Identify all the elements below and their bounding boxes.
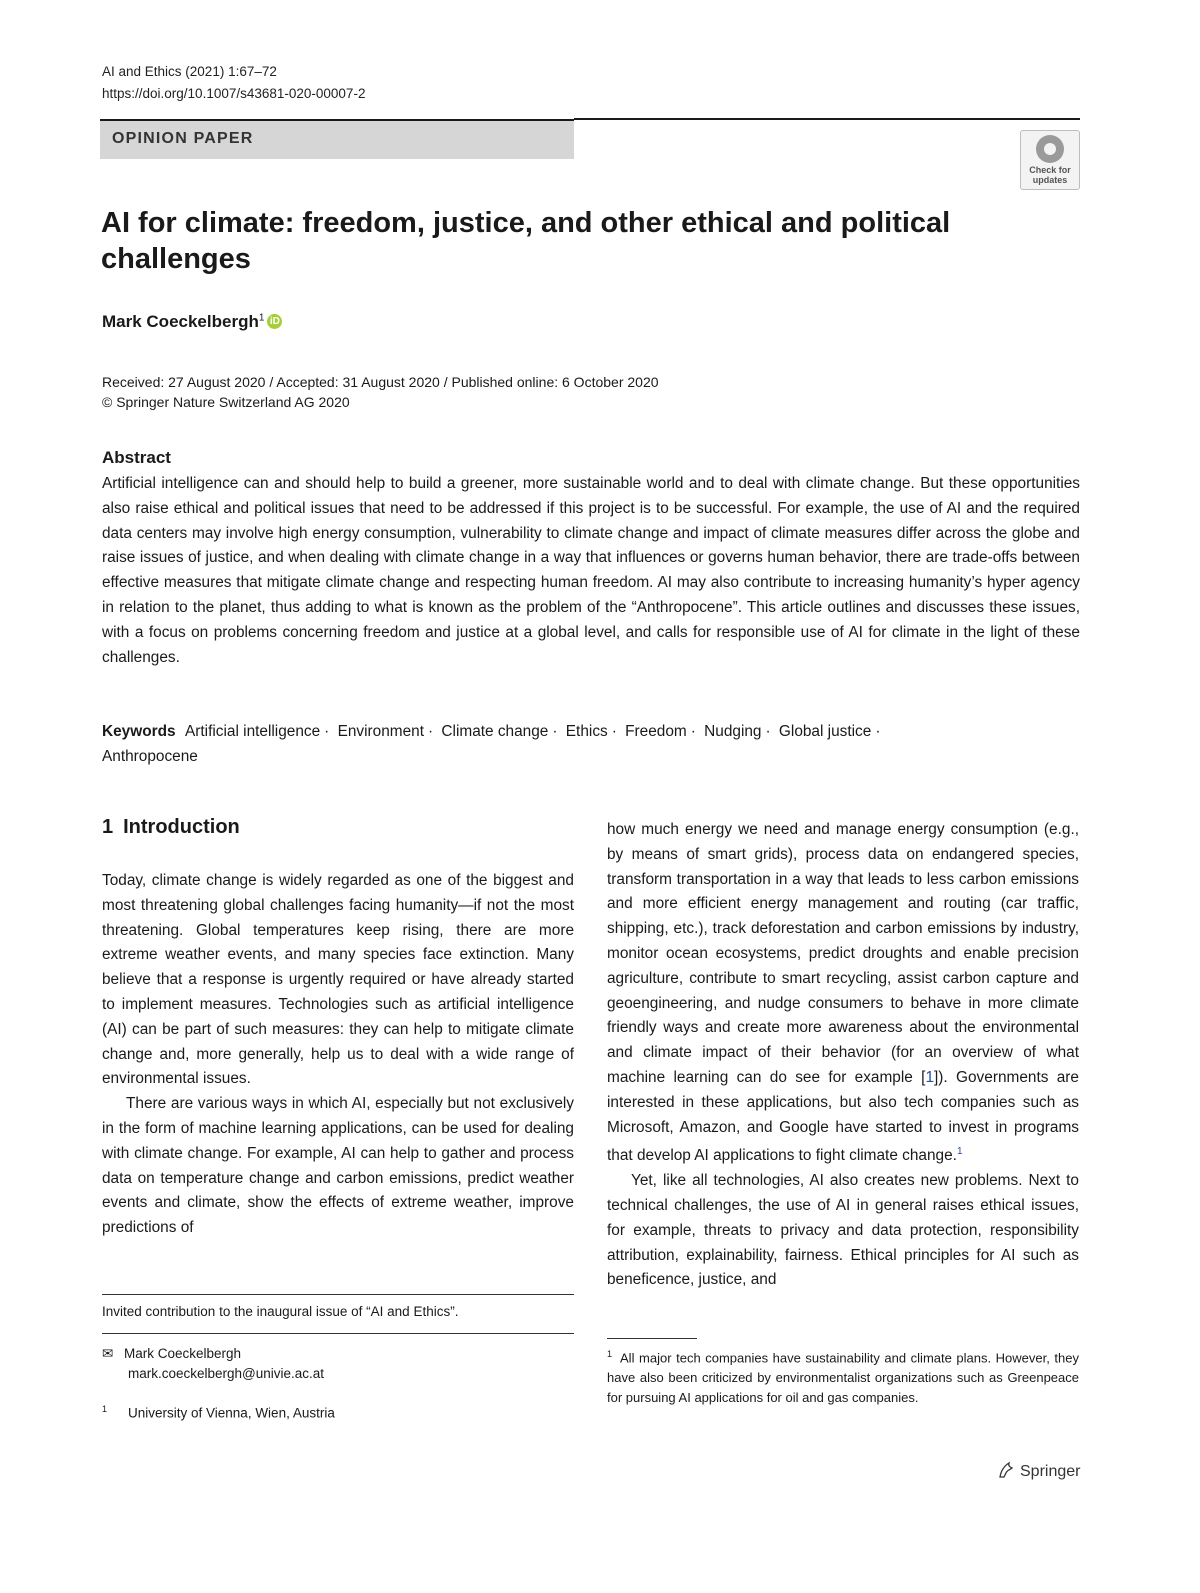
copyright-line: © Springer Nature Switzerland AG 2020 [102,394,350,410]
paragraph: Yet, like all technologies, AI also creates new problems. Next to technical challenges, the use of AI in general raises ethical issues, for example, threats to privacy and data protection, responsibility attribution, explainability, fairness. Ethical principles for AI such as beneficence, justice, and [607,1172,1079,1289]
paragraph: how much energy we need and manage energy consumption (e.g., by means of smart grids), process data on endangered species, transform transportation in a way that leads to less carbon emissions and more efficient energy management and routing (car traffic, shipping, etc.), track deforestation and carbon emissions by industry, monitor ocean ecosystems, predict droughts and enable precision agriculture, contribute to smart recycling, assist carbon capture and geoengineering, and nudge consumers to behave in more climate friendly ways and create more awareness about the environmental and climate impact of their behavior (for an overview of what machine learning can do see for example [1]). Governments are interested in these applications, but also tech companies such as Microsoft, Amazon, and Google have started to invest in programs that develop AI applications to fight climate change.$^1$ [607,821,1079,1165]
envelope-icon: ✉ [102,1346,114,1361]
paragraph: Today, climate change is widely regarded as one of the biggest and most threatening global challenges facing humanity—if not the most threatening. Global temperatures keep rising, there are more extreme weather events, and many species face extinction. Many believe that a response is urgently required or have already started to implement measures. Technologies such as artificial intelligence (AI) can be part of such measures: they can help to mitigate climate change and, more generally, help us to deal with a wide range of environmental issues. [102,872,574,1088]
footnote-1 [607,1344,1079,1408]
footnote-rule [102,1333,574,1334]
footnote-rule [607,1338,697,1339]
paragraph: There are various ways in which AI, especially but not exclusively in the form of machine learning applications, can be used for dealing with climate change. For example, AI can help to gather and process data on temperature change and carbon emissions, predict weather events and climate, show the effects of extreme weather, improve predictions of [102,1095,574,1237]
orcid-icon[interactable]: iD [267,314,282,329]
corr-email[interactable]: mark.coeckelbergh@univie.ac.at [128,1366,325,1381]
keywords-label: Keywords [102,723,176,740]
keyword: Ethics [565,723,608,740]
article-type-label: OPINION PAPER [112,130,254,147]
section-number: 1 [102,816,114,838]
keyword: Anthropocene [102,747,198,765]
author-affil-marker: 1 [258,312,265,324]
crossmark-icon [1036,135,1064,163]
springer-horse-icon [996,1460,1016,1480]
footnote-ref[interactable]: 1 [956,1146,963,1158]
journal-line: AI and Ethics (2021) 1:67–72 [102,64,277,79]
keyword: Environment [337,723,424,740]
abstract-text: Artificial intelligence can and should help to build a greener, more sustainable world and to deal with climate change. But these opportunities also raise ethical and political issues that need to be addressed if this project is to be successful. For example, the use of AI and the required data centers may involve high energy consumption, vulnerability to climate change and impact of climate measures differ across the globe and raise issues of justice, and when dealing with climate change in a way that influences or governs human behavior, there are trade-offs between effective measures that mitigate climate change and respecting human freedom. AI may also contribute to increasing humanity’s hyper agency in relation to the planet, thus adding to what is known as the problem of the “Anthropocene”. This article outlines and discusses these issues, with a focus on problems concerning freedom and justice at a global level, and calls for responsible use of AI for climate in the light of these challenges. [102,475,1080,666]
invited-note: Invited contribution to the inaugural issue of “AI and Ethics”. [102,1304,459,1319]
footnote-rule [102,1294,574,1295]
affiliation [102,1404,335,1421]
corr-name: Mark Coeckelbergh [124,1346,242,1361]
article-type-bar [100,119,574,159]
footnote-text: All major tech companies have sustainability and climate plans. However, they have also been criticized by environmentalist organizations such as Greenpeace for pursuing AI applications for oil and gas companies. [607,1350,1079,1406]
doi-link[interactable]: https://doi.org/10.1007/s43681-020-00007-2 [102,86,366,101]
keyword: Nudging [704,723,762,740]
publication-dates [102,372,659,412]
crossmark-label: Check for updates [1029,165,1071,185]
affil-text: University of Vienna, Wien, Austria [128,1405,335,1421]
author-line [102,312,282,332]
affil-marker: 1 [102,1404,108,1414]
keywords: Keywords Artificial intelligence · Environment · Climate change · Ethics · Freedom · Nudging · Global justice · Anthropocene [102,723,881,765]
publisher-name: Springer [1020,1463,1081,1480]
check-for-updates-badge[interactable] [1020,130,1080,190]
dates-line: Received: 27 August 2020 / Accepted: 31 August 2020 / Published online: 6 October 2020 [102,374,659,390]
section-title: Introduction [123,816,240,838]
author-name: Mark Coeckelbergh [102,312,259,331]
footnote-marker: 1 [607,1349,613,1359]
citation-link[interactable]: 1 [925,1068,935,1086]
publisher-logo [996,1460,1080,1481]
corresponding-author [102,1344,324,1384]
article-title: AI for climate: freedom, justice, and other ethical and political challenges [101,207,951,275]
header-rule [574,118,1080,120]
keyword: Global justice [778,723,872,740]
body-column-right [607,818,1079,1293]
keyword: Freedom [625,723,687,740]
keyword: Artificial intelligence [185,723,321,740]
body-column-left [102,869,574,1241]
section-heading [102,816,240,839]
keyword: Climate change [441,723,549,740]
abstract-heading: Abstract [102,448,171,467]
